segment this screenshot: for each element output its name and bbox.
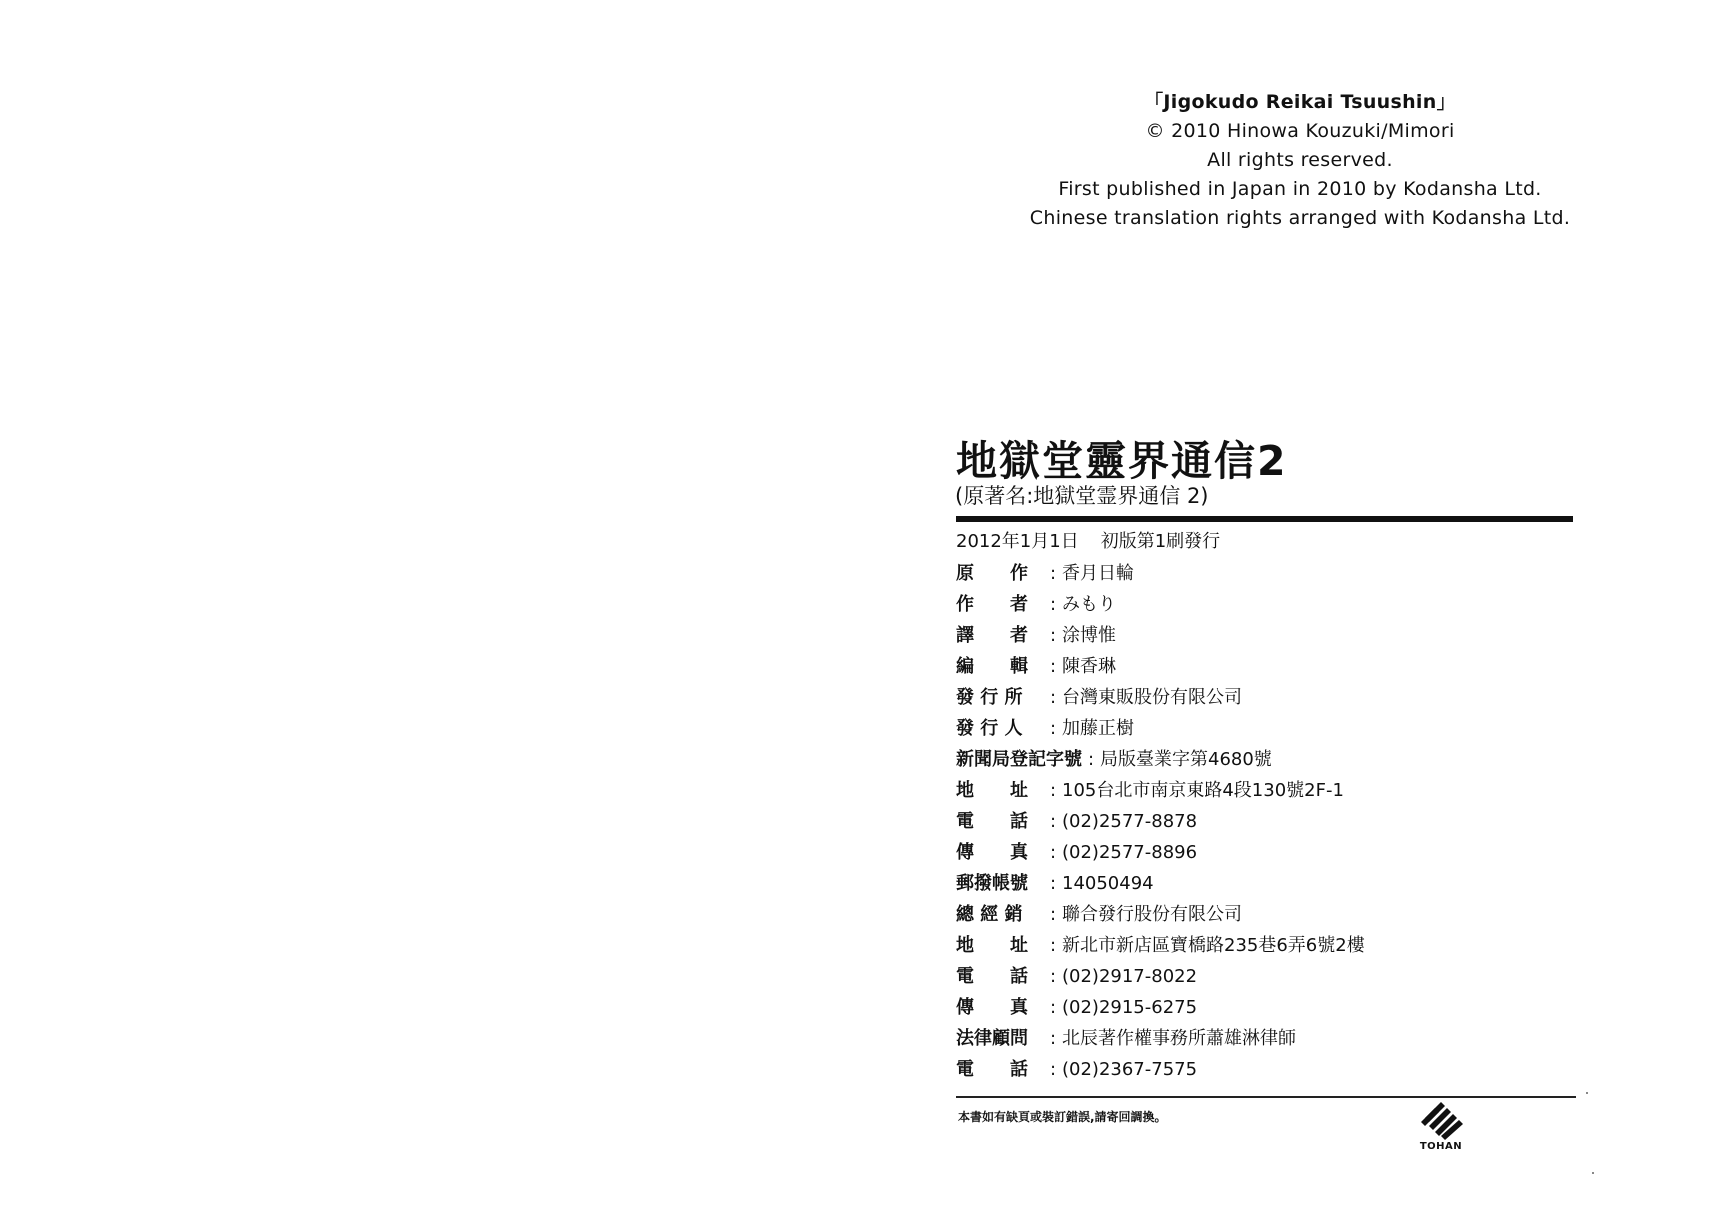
info-separator: : [1049, 873, 1057, 894]
info-value: 陳香琳 [1062, 656, 1116, 677]
info-value: (02)2577-8896 [1062, 842, 1198, 863]
info-separator: : [1049, 997, 1057, 1018]
scan-speck [1586, 1092, 1588, 1094]
info-row-original-author [956, 558, 1365, 589]
info-separator: : [1049, 904, 1057, 925]
info-separator: : [1049, 1059, 1057, 1080]
original-title: (原著名:地獄堂霊界通信 2) [955, 484, 1209, 508]
info-row-publisher-phone [956, 806, 1365, 837]
colophon-info-list [956, 558, 1365, 1085]
info-value: 香月日輪 [1062, 563, 1134, 584]
footer-divider [956, 1096, 1576, 1098]
info-value: (02)2917-8022 [1062, 966, 1198, 987]
info-separator: : [1049, 594, 1057, 615]
info-value: 14050494 [1062, 873, 1154, 894]
info-row-legal-phone [956, 1054, 1365, 1085]
info-label: 發 行 人 [956, 718, 1023, 739]
info-label: 郵撥帳號 [956, 873, 1028, 894]
logo-text: TOHAN [1419, 1141, 1463, 1152]
info-value: (02)2577-8878 [1062, 811, 1198, 832]
publisher-logo [1408, 1102, 1474, 1158]
info-label: 原 作 [956, 563, 1028, 584]
info-value: 北辰著作權事務所蕭雄淋律師 [1062, 1028, 1296, 1049]
title-divider [956, 516, 1573, 522]
original-work-title: 「Jigokudo Reikai Tsuushin」 [1144, 91, 1456, 113]
info-value: (02)2367-7575 [1062, 1059, 1198, 1080]
info-row-translator [956, 620, 1365, 651]
info-row-publisher [956, 682, 1365, 713]
info-row-distributor [956, 899, 1365, 930]
info-value: (02)2915-6275 [1062, 997, 1198, 1018]
translation-rights: Chinese translation rights arranged with Kodansha Ltd. [1029, 207, 1571, 229]
publication-date: 2012年1月1日 [956, 531, 1079, 552]
info-label: 電 話 [956, 966, 1028, 987]
info-label: 電 話 [956, 811, 1028, 832]
info-value: みもり [1062, 594, 1116, 615]
info-label: 法律顧問 [956, 1028, 1028, 1049]
defect-notice: 本書如有缺頁或裝訂錯誤,請寄回調換。 [958, 1110, 1167, 1124]
info-row-distributor-phone [956, 961, 1365, 992]
info-separator: : [1049, 842, 1057, 863]
info-label: 編 輯 [956, 656, 1028, 677]
info-label: 地 址 [956, 780, 1028, 801]
info-label: 地 址 [956, 935, 1028, 956]
info-row-distributor-address [956, 930, 1365, 961]
info-separator: : [1049, 656, 1057, 677]
info-separator: : [1049, 1028, 1057, 1049]
info-row-legal-counsel [956, 1023, 1365, 1054]
info-label: 新聞局登記字號 [956, 749, 1082, 770]
info-row-publisher-address [956, 775, 1365, 806]
book-title: 地獄堂靈界通信2 [956, 437, 1288, 485]
info-value: 加藤正樹 [1062, 718, 1134, 739]
info-row-issuer [956, 713, 1365, 744]
info-separator: : [1049, 625, 1057, 646]
info-separator: : [1049, 935, 1057, 956]
copyright-block [1000, 88, 1600, 233]
info-label: 電 話 [956, 1059, 1028, 1080]
info-label: 傳 真 [956, 842, 1028, 863]
info-value: 105台北市南京東路4段130號2F-1 [1062, 780, 1344, 801]
info-value: 涂博惟 [1062, 625, 1116, 646]
edition-line [956, 527, 1220, 553]
info-separator: : [1049, 718, 1057, 739]
info-row-editor [956, 651, 1365, 682]
info-row-postal-account [956, 868, 1365, 899]
info-value: 台灣東販股份有限公司 [1062, 687, 1242, 708]
info-separator: : [1049, 966, 1057, 987]
info-label: 作 者 [956, 594, 1028, 615]
info-label: 傳 真 [956, 997, 1028, 1018]
info-label: 譯 者 [956, 625, 1028, 646]
info-separator: : [1087, 749, 1095, 770]
info-separator: : [1049, 563, 1057, 584]
first-published: First published in Japan in 2010 by Kodansha Ltd. [1058, 178, 1542, 200]
info-value: 聯合發行股份有限公司 [1062, 904, 1242, 925]
info-row-registration [956, 744, 1365, 775]
info-row-artist [956, 589, 1365, 620]
info-row-publisher-fax [956, 837, 1365, 868]
info-value: 局版臺業字第4680號 [1100, 749, 1272, 770]
info-row-distributor-fax [956, 992, 1365, 1023]
info-label: 發 行 所 [956, 687, 1023, 708]
scan-speck [1592, 1172, 1594, 1174]
info-separator: : [1049, 780, 1057, 801]
rights-reserved: All rights reserved. [1207, 149, 1393, 171]
info-separator: : [1049, 687, 1057, 708]
tohan-logo-icon [1419, 1102, 1463, 1140]
info-separator: : [1049, 811, 1057, 832]
info-label: 總 經 銷 [956, 904, 1023, 925]
info-value: 新北市新店區寶橋路235巷6弄6號2樓 [1062, 935, 1365, 956]
copyright-notice: © 2010 Hinowa Kouzuki/Mimori [1145, 120, 1455, 142]
printing-info: 初版第1刷發行 [1100, 531, 1221, 552]
